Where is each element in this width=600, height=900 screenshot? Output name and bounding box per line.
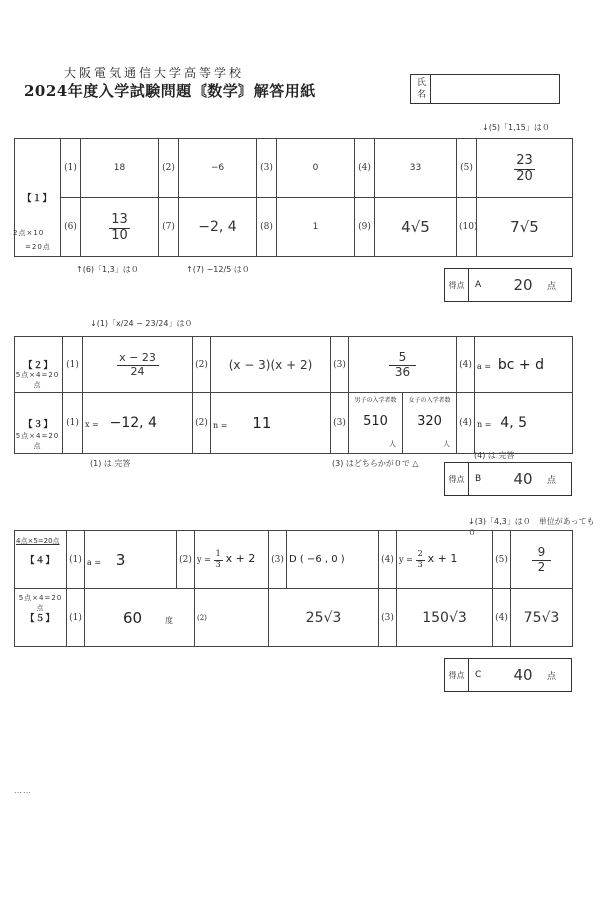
q2-3-denominator: 36 [389, 365, 416, 378]
score-b-label: 得点 [445, 463, 469, 495]
score-a-value: 20 [513, 276, 533, 294]
q1-10-answer[interactable]: 7√5 [477, 198, 573, 257]
score-c-label: 得点 [445, 659, 469, 691]
sec3-margin-note: 5点×4=20点 [15, 432, 60, 450]
q2-2-num: (2) [193, 337, 211, 393]
sec5-margin-note: 5点×4=20点 [18, 594, 63, 612]
sec23-note-below-2: (3) はどちらかが０で △ [332, 459, 419, 468]
q2-4-num: (4) [457, 337, 475, 393]
score-box-b [444, 462, 572, 496]
q1-9-answer[interactable]: 4√5 [375, 198, 457, 257]
q3-2-prefix: n = [213, 421, 228, 430]
q1-5-answer[interactable] [477, 139, 573, 198]
q1-9-num: (9) [355, 198, 375, 257]
q3-4-num: (4) [457, 393, 475, 454]
q4-2-numerator: 1 [215, 549, 221, 558]
q3-3-girls-unit: 人 [443, 440, 450, 448]
q3-3-boys-unit: 人 [389, 440, 396, 448]
q1-8-answer[interactable]: 1 [277, 198, 355, 257]
q4-1-prefix: a = [87, 557, 102, 567]
sec23-top-note: ↓(1)「x/24 − 23/24」は０ [90, 319, 193, 328]
q4-1-num: (1) [67, 531, 85, 589]
q1-5-fraction [514, 154, 535, 183]
sec1-label-cell [15, 139, 61, 257]
q4-2-rest: x + 2 [225, 552, 256, 565]
q3-3-num: (3) [331, 393, 349, 454]
q1-2-num: (2) [159, 139, 179, 198]
q4-4-num: (4) [379, 531, 397, 589]
sec1-note-below-1: ↑(6)「1,3」は０ [76, 265, 139, 274]
q3-1-num: (1) [63, 393, 83, 454]
score-b-group: B [475, 474, 482, 484]
q5-3-answer[interactable]: 150√3 [397, 589, 493, 647]
q4-4-cell[interactable] [397, 531, 493, 589]
score-b-value: 40 [513, 470, 533, 488]
q4-5-num: (5) [493, 531, 511, 589]
score-box-a [444, 268, 572, 302]
page-title: 2024年度入学試験問題〘数学〙解答用紙 [24, 82, 316, 100]
q4-3-answer[interactable]: D ( −6 , 0 ) [287, 531, 379, 589]
footer-dots: …… [14, 786, 32, 795]
q1-7-num: (7) [159, 198, 179, 257]
q5-4-answer[interactable]: 75√3 [511, 589, 573, 647]
q1-7-answer[interactable]: −2, 4 [179, 198, 257, 257]
q4-4-numerator: 2 [417, 549, 423, 558]
q1-3-answer[interactable]: 0 [277, 139, 355, 198]
q2-3-num: (3) [331, 337, 349, 393]
q3-3-girls[interactable] [403, 393, 456, 453]
q3-3-girls-value: 320 [417, 414, 442, 429]
q2-1-num: (1) [63, 337, 83, 393]
sec3-label-cell [15, 393, 63, 454]
name-label: 氏名 [413, 75, 431, 103]
q1-4-num: (4) [355, 139, 375, 198]
sec3-label: 【３】 [23, 419, 54, 430]
q4-1-answer: 3 [115, 550, 126, 569]
sec5-label: 【５】 [25, 614, 56, 624]
q3-3-boys[interactable] [349, 393, 403, 453]
score-c-unit: 点 [547, 671, 557, 682]
q3-2-num: (2) [193, 393, 211, 454]
q2-4-answer: bc + d [497, 356, 544, 373]
q4-4-rest: x + 1 [427, 552, 458, 565]
q5-1-unit: 度 [164, 615, 173, 625]
q1-1-num: (1) [61, 139, 81, 198]
q3-2-answer: 11 [252, 414, 272, 432]
q2-3-fraction [389, 351, 416, 378]
sec2-margin-note: 5点×4=20点 [15, 371, 60, 389]
q2-4-prefix: a = [477, 361, 492, 371]
sec4-margin-note: 4点×5=20点 [16, 537, 60, 545]
q1-6-numerator: 13 [111, 211, 128, 227]
q1-10-num: (10) [457, 198, 477, 257]
sec2-label: 【２】 [23, 361, 54, 371]
sec23-note-below-3: (4) は 完答 [474, 451, 515, 460]
q5-2-num-cell [195, 589, 269, 647]
q3-4-prefix: n = [477, 420, 492, 429]
score-b-unit: 点 [547, 475, 557, 486]
q1-5-numerator: 23 [516, 152, 533, 168]
q4-4-prefix: y = [399, 555, 413, 564]
q4-5-numerator: 9 [537, 545, 546, 559]
q5-3-num: (3) [379, 589, 397, 647]
q1-6-num: (6) [61, 198, 81, 257]
sec1-margin-note-2: =20点 [25, 243, 51, 251]
q5-1-answer: 60 [123, 608, 143, 627]
sec1-margin-note-1: 2点×10 [13, 229, 45, 237]
sec2-label-cell [15, 337, 63, 393]
sec23-note-below-1: (1) は 完答 [90, 459, 131, 468]
q4-5-fraction [532, 546, 552, 573]
sec5-label-cell [15, 589, 67, 647]
q1-4-answer[interactable]: 33 [375, 139, 457, 198]
score-c-value: 40 [513, 666, 533, 684]
score-a-label: 得点 [445, 269, 469, 301]
q5-2-answer[interactable]: 25√3 [269, 589, 379, 647]
q4-3-num: (3) [269, 531, 287, 589]
q4-2-fraction [214, 550, 223, 569]
q4-4-fraction [416, 550, 425, 569]
q4-1-cell[interactable] [85, 531, 177, 589]
q1-6-fraction [109, 213, 130, 242]
q3-3-cell[interactable] [349, 393, 457, 454]
score-a-group: A [475, 280, 482, 290]
q5-2-num: (2) [197, 613, 207, 622]
q1-1-answer[interactable]: 18 [81, 139, 159, 198]
q5-1-num: (1) [67, 589, 85, 647]
sec4-label-cell [15, 531, 67, 589]
q3-3-boys-value: 510 [363, 414, 388, 429]
q4-2-num: (2) [177, 531, 195, 589]
sec1-label: 【１】 [22, 194, 53, 204]
q2-1-fraction [117, 352, 159, 377]
name-field[interactable] [410, 74, 560, 104]
q1-6-denominator: 10 [111, 227, 128, 243]
school-name: 大阪電気通信大学高等学校 [64, 66, 245, 80]
q2-3-answer[interactable] [349, 337, 457, 393]
score-box-c [444, 658, 572, 692]
q2-4-cell[interactable] [475, 337, 573, 393]
q3-3-boys-label: 男子の入学者数 [354, 397, 397, 404]
q3-1-prefix: x = [85, 420, 99, 429]
q1-6-answer[interactable] [81, 198, 159, 257]
q4-5-answer[interactable] [511, 531, 573, 589]
sec1-top-note: ↓(5)「1,15」は０ [482, 123, 550, 132]
q5-1-cell[interactable] [85, 589, 195, 647]
q2-1-numerator: x − 23 [119, 351, 156, 364]
q1-5-num: (5) [457, 139, 477, 198]
q3-1-cell[interactable] [83, 393, 193, 454]
sec45-top-note: ↓(3)「4,3」は０ 単位があっても０ [468, 517, 595, 537]
q3-2-cell[interactable] [211, 393, 331, 454]
q1-3-num: (3) [257, 139, 277, 198]
q1-8-num: (8) [257, 198, 277, 257]
score-c-group: C [475, 670, 482, 680]
q4-5-denominator: 2 [532, 560, 552, 573]
q3-4-answer: 4, 5 [500, 415, 527, 431]
q4-2-cell[interactable] [195, 531, 269, 589]
q1-2-answer[interactable]: −6 [179, 139, 257, 198]
sec4-label: 【４】 [25, 556, 56, 566]
section45-table [14, 530, 573, 647]
q4-4-denominator: 3 [417, 560, 423, 569]
q3-4-cell[interactable] [475, 393, 573, 454]
section1-table [14, 138, 573, 257]
q2-1-answer[interactable] [83, 337, 193, 393]
q1-5-denominator: 20 [516, 168, 533, 184]
q4-2-denominator: 3 [215, 560, 221, 569]
section23-table [14, 336, 573, 454]
q4-2-prefix: y = [197, 555, 211, 564]
q2-1-denominator: 24 [117, 365, 159, 377]
q3-3-girls-label: 女子の入学者数 [408, 397, 451, 404]
q3-1-answer: −12, 4 [109, 415, 157, 431]
score-a-unit: 点 [547, 281, 557, 292]
q5-4-num: (4) [493, 589, 511, 647]
sec1-note-below-2: ↑(7) −12/5 は０ [186, 265, 250, 274]
q2-2-answer[interactable]: (x − 3)(x + 2) [211, 337, 331, 393]
q2-3-numerator: 5 [398, 350, 407, 364]
